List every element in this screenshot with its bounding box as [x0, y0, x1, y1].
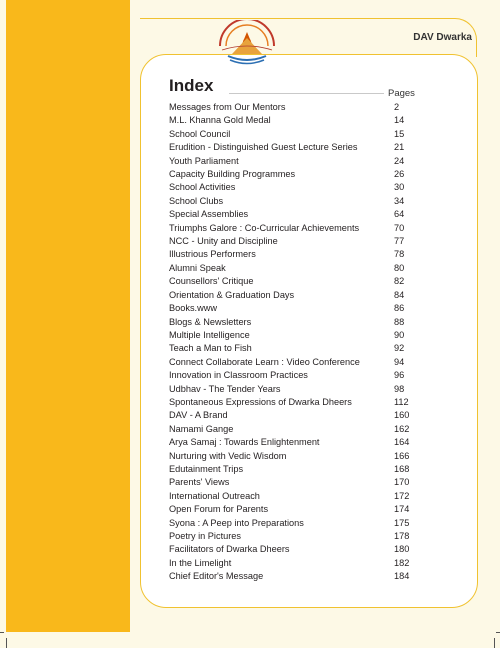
toc-entry-page: 84: [394, 289, 405, 300]
toc-entry: [169, 195, 419, 208]
toc-entry-title: Udbhav - The Tender Years: [169, 383, 281, 394]
toc-entry: [169, 409, 419, 422]
crop-mark: [494, 638, 495, 648]
toc-entry: [169, 275, 419, 288]
toc-entry-title: Facilitators of Dwarka Dheers: [169, 544, 290, 555]
toc-entry-page: 160: [394, 410, 410, 421]
toc-entry-title: Blogs & Newsletters: [169, 316, 252, 327]
toc-entry: [169, 463, 419, 476]
toc-entry-page: 168: [394, 463, 410, 474]
toc-entry-title: Capacity Building Programmes: [169, 169, 296, 180]
toc-entry-page: 90: [394, 329, 405, 340]
toc-entry: [169, 356, 419, 369]
toc-entry: [169, 155, 419, 168]
toc-entry: [169, 517, 419, 530]
toc-entry: [169, 369, 419, 382]
toc-entry-title: Syona : A Peep into Preparations: [169, 517, 304, 528]
toc-entry-page: 77: [394, 236, 405, 247]
toc-entry-title: Namami Gange: [169, 423, 234, 434]
toc-entry-page: 112: [394, 396, 409, 407]
toc-entry-title: School Clubs: [169, 195, 224, 206]
toc-entry-page: 182: [394, 557, 410, 568]
toc-entry-title: Alumni Speak: [169, 262, 226, 273]
toc-entry-page: 178: [394, 531, 410, 541]
toc-entry-title: Chief Editor's Message: [169, 571, 264, 582]
title-divider: [229, 93, 384, 94]
toc-entry-title: Counsellors' Critique: [169, 276, 254, 287]
toc-entry: [169, 262, 419, 275]
toc-entry-title: DAV - A Brand: [169, 410, 228, 421]
toc-entry-title: Spontaneous Expressions of Dwarka Dheers: [169, 396, 352, 407]
toc-entry-page: 94: [394, 356, 405, 367]
toc-entry-page: 64: [394, 209, 405, 220]
toc-entry-title: Nurturing with Vedic Wisdom: [169, 450, 287, 461]
toc-entry-page: 162: [394, 423, 410, 434]
toc-entry: [169, 423, 419, 436]
toc-entry-page: 82: [394, 276, 405, 287]
toc-entry-page: 21: [394, 142, 405, 153]
toc-entry-page: 2: [394, 102, 400, 112]
toc-entry-title: Special Assemblies: [169, 209, 249, 220]
toc-entry-page: 15: [394, 128, 405, 139]
brand-name: DAV Dwarka: [413, 32, 472, 43]
toc-entry: [169, 235, 419, 248]
toc-entry-title: Books.www: [169, 303, 217, 314]
toc-entry-page: 24: [394, 155, 405, 166]
toc-entry-page: 170: [394, 477, 410, 488]
toc-entry: [169, 329, 419, 342]
toc-entry-title: Connect Collaborate Learn : Video Conference: [169, 356, 360, 367]
toc-entry-title: NCC - Unity and Discipline: [169, 236, 278, 247]
toc-entry: [169, 248, 419, 261]
toc-entry: [169, 168, 419, 181]
crop-mark: [6, 638, 7, 648]
toc-entry-title: Edutainment Trips: [169, 463, 244, 474]
toc-entry-title: Triumphs Galore : Co-Curricular Achievements: [169, 222, 360, 233]
toc-entry: [169, 222, 419, 235]
toc-entry: [169, 128, 419, 141]
toc-entry-page: 98: [394, 383, 405, 394]
toc-entry-page: 70: [394, 222, 405, 233]
toc-entry: [169, 181, 419, 194]
toc-entry: [169, 101, 419, 114]
toc-entry: [169, 289, 419, 302]
toc-entry-title: Teach a Man to Fish: [169, 343, 252, 354]
toc-entry-title: Innovation in Classroom Practices: [169, 370, 308, 381]
toc-entry: [169, 436, 419, 449]
toc-entry-page: 88: [394, 316, 405, 327]
toc-entry: [169, 316, 419, 329]
toc-entry-page: 184: [394, 571, 410, 582]
toc-entry: [169, 383, 419, 396]
toc-entry-page: 166: [394, 450, 410, 461]
page-title: Index: [169, 76, 214, 95]
toc-entry-title: Illustrious Performers: [169, 249, 256, 260]
toc-entry: [169, 450, 419, 463]
toc-entry: [169, 557, 419, 570]
toc-entry-page: 180: [394, 544, 410, 555]
toc-entry-page: 78: [394, 249, 405, 260]
toc-entry-title: School Council: [169, 128, 231, 139]
toc-entry-page: 80: [394, 262, 405, 273]
yellow-sidebar: [6, 0, 130, 632]
toc-entry: [169, 208, 419, 221]
toc-entry-title: Parents' Views: [169, 477, 230, 488]
toc-entry-page: 96: [394, 370, 405, 381]
toc-entry-page: 172: [394, 490, 410, 501]
crop-mark: [0, 632, 4, 633]
toc-entry-page: 92: [394, 343, 405, 354]
toc-entry: [169, 342, 419, 355]
toc-entry-title: Youth Parliament: [169, 155, 239, 166]
toc-entry: [169, 141, 419, 154]
toc-entry-title: M.L. Khanna Gold Medal: [169, 115, 271, 126]
toc-entry-page: 34: [394, 195, 405, 206]
toc-entry-page: 30: [394, 182, 405, 193]
toc-entry-title: In the Limelight: [169, 557, 232, 568]
toc-entry-title: Poetry in Pictures: [169, 531, 241, 541]
toc-entry: [169, 490, 419, 503]
toc-entry: [169, 302, 419, 315]
toc-entry: [169, 114, 419, 127]
toc-entry: [169, 396, 419, 409]
toc-entry-title: International Outreach: [169, 490, 260, 501]
toc-entry: [169, 530, 419, 543]
table-of-contents: [169, 101, 419, 584]
toc-entry-title: Orientation & Graduation Days: [169, 289, 295, 300]
toc-entry-title: Open Forum for Parents: [169, 504, 269, 515]
toc-entry-title: Arya Samaj : Towards Enlightenment: [169, 437, 320, 448]
toc-entry-title: School Activities: [169, 182, 236, 193]
toc-entry: [169, 476, 419, 489]
toc-entry-title: Messages from Our Mentors: [169, 102, 286, 112]
toc-entry-page: 164: [394, 437, 410, 448]
toc-entry-page: 175: [394, 517, 410, 528]
toc-entry: [169, 543, 419, 556]
toc-entry-page: 174: [394, 504, 410, 515]
toc-entry-title: Erudition - Distinguished Guest Lecture Series: [169, 142, 358, 153]
toc-entry-page: 14: [394, 115, 405, 126]
crop-mark: [496, 632, 500, 633]
school-emblem-icon: [212, 20, 282, 70]
toc-entry-title: Multiple Intelligence: [169, 329, 250, 340]
toc-entry-page: 26: [394, 169, 405, 180]
toc-entry-page: 86: [394, 303, 405, 314]
toc-entry: [169, 570, 419, 583]
toc-entry: [169, 503, 419, 516]
pages-column-header: Pages: [388, 88, 415, 99]
